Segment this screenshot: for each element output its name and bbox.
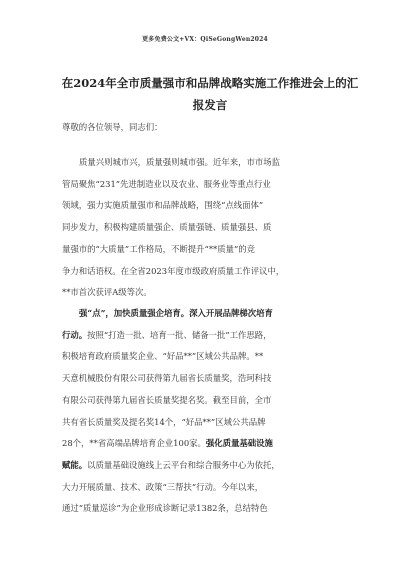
- para1-line-1: 质量兴则城市兴，质量强则城市强。近年来，市市场监: [79, 157, 280, 167]
- paragraph-2: [62, 303, 352, 520]
- para2-line-7: [62, 433, 352, 455]
- para3-line-2: 大力开展质量、技术、政策“三帮扶”行动。今年以来，: [62, 481, 264, 492]
- para3-line-3: 通过“质量巡诊”为企业形成诊断记录1382条，总结特色: [62, 503, 268, 514]
- para2-line-4: 天意机械股份有限公司获得第九届省长质量奖，浩珂科技: [62, 373, 272, 384]
- paragraph-1: [62, 152, 352, 304]
- para1-line-6: 争力和话语权。在全省2023年度市级政府质量工作评议中，: [62, 265, 285, 276]
- para1-line-3: 领域，强力实施质量强市和品牌战略，围绕“点线面体”: [62, 200, 264, 211]
- para2-line-2: [62, 325, 352, 347]
- para1-line-4: 同步发力，积极构建质量强企、质量强链、质量强县、质: [62, 222, 272, 233]
- para2-line-2-text: 按照“打造一批、培育一批、储备一批”工作思路，: [87, 329, 272, 340]
- para1-line-7: **市首次获评A级等次。: [62, 287, 152, 298]
- para1-line-2: 管局聚焦“231”先进制造业以及农业、服务业等重点行业: [62, 178, 271, 189]
- para2-line-5: 有限公司获得第九届省长质量奖提名奖。截至目前，全市: [62, 394, 272, 405]
- para3-line-1-text: 以质量基础设施线上云平台和综合服务中心为依托，: [87, 459, 280, 470]
- para3-heading-start: 强化质量基础设施: [205, 438, 273, 449]
- para3-heading-end: 赋能。: [62, 459, 88, 470]
- para2-line-6: 共有省长质量奖及提名奖14个，“好品**”区域公共品牌: [62, 416, 266, 427]
- para2-line-3: 积极培育政府质量奖企业、“好品**”区域公共品牌。**: [62, 351, 264, 362]
- para2-line-7-text: 28个，**省高端品牌培育企业100家。: [62, 438, 206, 449]
- para2-heading: 强“点”，加快质量强企培育。深入开展品牌梯次培育: [79, 308, 273, 318]
- para2-heading-end: 行动。: [62, 329, 88, 340]
- para3-line-1: [62, 455, 352, 477]
- title-line-1: 在2024年全市质量强市和品牌战略实施工作推进会上的汇: [61, 76, 359, 90]
- title-line-2: 报发言: [192, 98, 228, 112]
- header-note: 更多免费公文+VX：QiSeGongWen2024: [142, 36, 268, 43]
- document-title: [60, 72, 360, 116]
- para1-line-5: 量强市的“大质量”工作格局，不断提升“**质量”的竞: [62, 243, 255, 254]
- salutation: 尊敬的各位领导，同志们：: [62, 122, 163, 132]
- salutation-block: [62, 117, 352, 139]
